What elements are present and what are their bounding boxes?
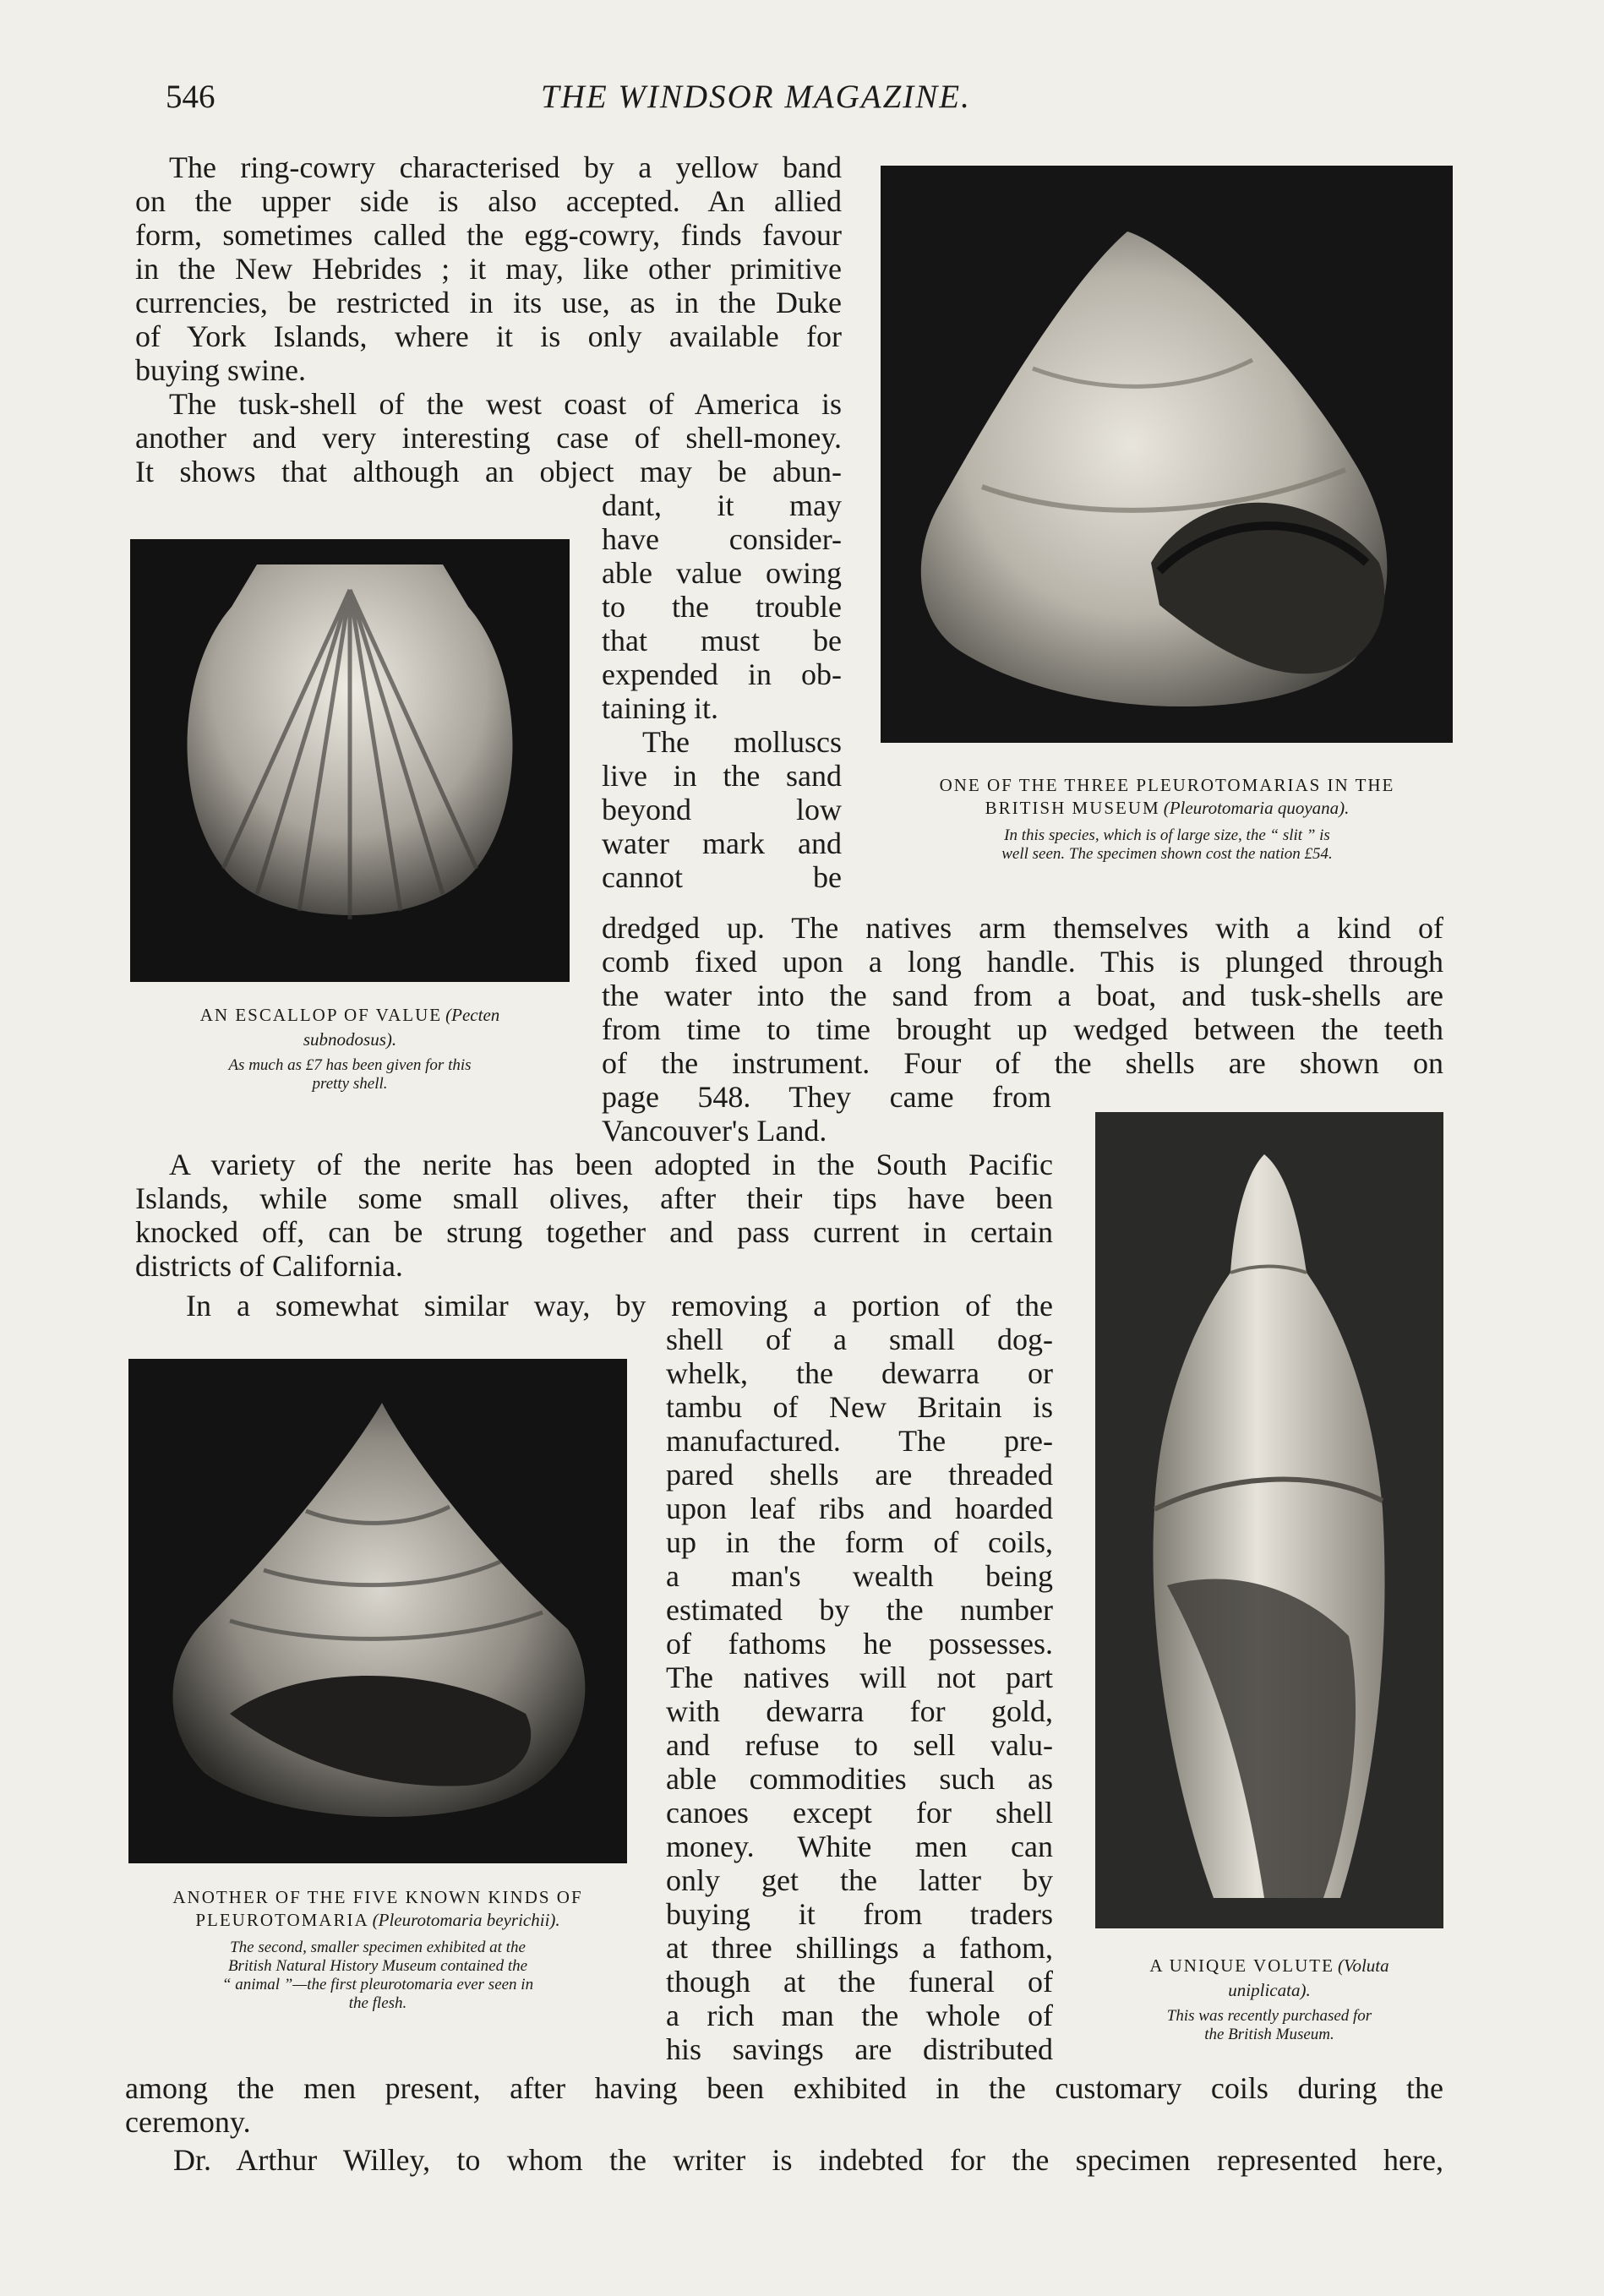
photo-escallop xyxy=(130,539,570,982)
text-line: money. White men can xyxy=(666,1830,1053,1863)
photo-pleurotomaria-quoyana xyxy=(881,166,1453,743)
pleurotomaria-quoyana-illustration xyxy=(881,166,1453,743)
caption-note: the flesh. xyxy=(348,1994,407,2012)
page-number: 546 xyxy=(166,79,216,115)
text-line: manufactured. The pre- xyxy=(666,1424,1053,1458)
magazine-title: THE WINDSOR MAGAZINE. xyxy=(541,79,971,115)
caption-species: uniplicata). xyxy=(1228,1980,1311,2000)
text-line: The tusk-shell of the west coast of America is xyxy=(169,387,842,421)
text-line: dant, it may xyxy=(602,488,842,522)
text-line: of fathoms he possesses. xyxy=(666,1627,1053,1661)
text-line: buying swine. xyxy=(135,353,306,387)
text-line: pared shells are threaded xyxy=(666,1458,1053,1492)
text-line: his savings are distributed xyxy=(666,2032,1053,2066)
caption-note: British Natural History Museum contained the xyxy=(227,1957,528,1975)
caption-title: ANOTHER OF THE FIVE KNOWN KINDS OF xyxy=(172,1887,583,1907)
text-line: from time to time brought up wedged between the teeth xyxy=(602,1012,1443,1046)
text-line: a man's wealth being xyxy=(666,1559,1053,1593)
text-line: among the men present, after having been exhibited in the customary coils during the xyxy=(125,2071,1443,2105)
text-line: and refuse to sell valu- xyxy=(666,1728,1053,1762)
text-line: currencies, be restricted in its use, as in the Duke xyxy=(135,286,842,319)
text-line: The molluscs xyxy=(642,725,842,759)
text-line: have consider- xyxy=(602,522,842,556)
caption-pleurotomaria-quoyana xyxy=(876,774,1459,864)
caption-note: pretty shell. xyxy=(312,1075,388,1093)
text-line: the water into the sand from a boat, and tusk-shells are xyxy=(602,979,1443,1012)
caption-volute xyxy=(1090,1955,1449,2044)
text-line: buying it from traders xyxy=(666,1897,1053,1931)
caption-note: the British Museum. xyxy=(1204,2026,1334,2043)
text-line: cannot be xyxy=(602,860,842,894)
text-line: A variety of the nerite has been adopted in the South Pacific xyxy=(169,1148,1053,1181)
text-line: at three shillings a fathom, xyxy=(666,1931,1053,1965)
caption-title: A UNIQUE VOLUTE xyxy=(1149,1955,1334,1976)
pleurotomaria-beyrichii-illustration xyxy=(128,1359,627,1863)
text-line: only get the latter by xyxy=(666,1863,1053,1897)
volute-illustration xyxy=(1095,1112,1443,1928)
text-line: another and very interesting case of shell-money. xyxy=(135,421,842,455)
text-line: The natives will not part xyxy=(666,1661,1053,1694)
text-line: The ring-cowry characterised by a yellow band xyxy=(169,150,842,184)
caption-species: subnodosus). xyxy=(303,1029,397,1050)
caption-note: well seen. The specimen shown cost the nation £54. xyxy=(1001,845,1333,863)
caption-title: BRITISH MUSEUM xyxy=(985,798,1160,818)
text-line: Islands, while some small olives, after their tips have been xyxy=(135,1181,1053,1215)
text-line: It shows that although an object may be abun- xyxy=(135,455,842,488)
text-line: to the trouble xyxy=(602,590,842,624)
caption-note: “ animal ”—the first pleurotomaria ever seen in xyxy=(221,1976,534,1993)
text-line: though at the funeral of xyxy=(666,1965,1053,1999)
escallop-illustration xyxy=(130,539,570,982)
caption-title: ONE OF THE THREE PLEUROTOMARIAS IN THE xyxy=(939,775,1395,795)
text-line: estimated by the number xyxy=(666,1593,1053,1627)
text-line: upon leaf ribs and hoarded xyxy=(666,1492,1053,1525)
paragraph-willey: Dr. Arthur Willey, to whom the writer is indebted for the specimen represented here, xyxy=(173,2143,1443,2177)
text-line: able commodities such as xyxy=(666,1762,1053,1796)
caption-species: (Voluta xyxy=(1337,1955,1389,1976)
caption-escallop xyxy=(127,1004,573,1093)
text-line: canoes except for shell xyxy=(666,1796,1053,1830)
text-line: tambu of New Britain is xyxy=(666,1390,1053,1424)
caption-species: (Pleurotomaria beyrichii). xyxy=(372,1910,560,1930)
text-line: Vancouver's Land. xyxy=(602,1114,827,1148)
text-line: live in the sand xyxy=(602,759,842,793)
caption-note: This was recently purchased for xyxy=(1166,2007,1372,2025)
text-line: comb fixed upon a long handle. This is plunged through xyxy=(602,945,1443,979)
text-line: able value owing xyxy=(602,556,842,590)
text-line: ceremony. xyxy=(125,2105,251,2139)
text-line: of York Islands, where it is only available for xyxy=(135,319,842,353)
caption-title: PLEUROTOMARIA xyxy=(195,1910,369,1930)
text-line: with dewarra for gold, xyxy=(666,1694,1053,1728)
text-line: In a somewhat similar way, by removing a portion of the xyxy=(186,1289,1053,1323)
text-line: that must be xyxy=(602,624,842,657)
text-line: whelk, the dewarra or xyxy=(666,1356,1053,1390)
text-line: up in the form of coils, xyxy=(666,1525,1053,1559)
caption-note: In this species, which is of large size, the “ slit ” is xyxy=(1004,826,1330,844)
text-line: dredged up. The natives arm themselves with a kind of xyxy=(602,911,1443,945)
photo-volute xyxy=(1095,1112,1443,1928)
text-line: knocked off, can be strung together and pass current in certain xyxy=(135,1215,1053,1249)
text-line: page 548. They came from xyxy=(602,1080,1051,1114)
caption-pleurotomaria-beyrichii xyxy=(123,1886,632,2013)
text-line: taining it. xyxy=(602,691,718,725)
text-line: water mark and xyxy=(602,826,842,860)
text-line: districts of California. xyxy=(135,1249,403,1283)
photo-pleurotomaria-beyrichii xyxy=(128,1359,627,1863)
text-line: expended in ob- xyxy=(602,657,842,691)
caption-species: (Pleurotomaria quoyana). xyxy=(1163,798,1350,818)
text-line: shell of a small dog- xyxy=(666,1323,1053,1356)
caption-note: The second, smaller specimen exhibited at the xyxy=(230,1939,526,1956)
text-line: form, sometimes called the egg-cowry, finds favour xyxy=(135,218,842,252)
text-line: of the instrument. Four of the shells are shown on xyxy=(602,1046,1443,1080)
text-line: a rich man the whole of xyxy=(666,1999,1053,2032)
caption-species: (Pecten xyxy=(445,1005,500,1025)
text-line: beyond low xyxy=(602,793,842,826)
text-line: in the New Hebrides ; it may, like other primitive xyxy=(135,252,842,286)
caption-title: AN ESCALLOP OF VALUE xyxy=(199,1005,443,1025)
caption-note: As much as £7 has been given for this xyxy=(228,1056,472,1074)
text-line: on the upper side is also accepted. An allied xyxy=(135,184,842,218)
